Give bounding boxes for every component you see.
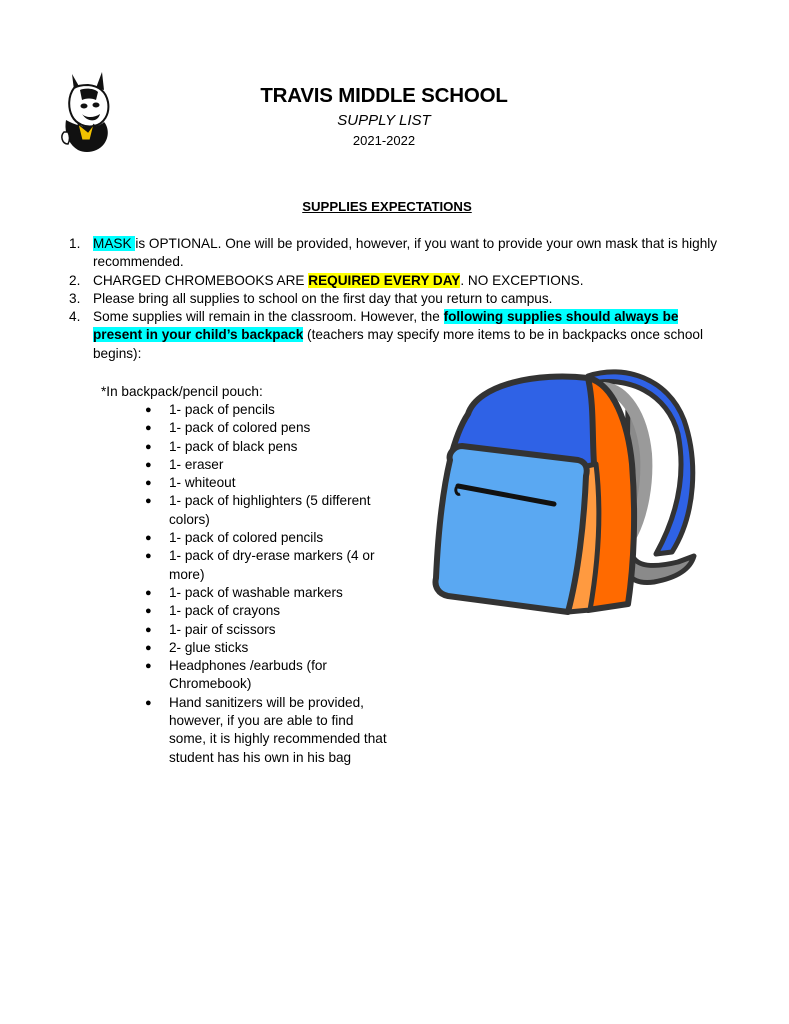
document-subtitle: SUPPLY LIST — [337, 112, 431, 129]
school-title: TRAVIS MIDDLE SCHOOL — [260, 84, 508, 107]
supplies-list — [169, 401, 391, 767]
document-header — [0, 84, 768, 149]
section-heading: SUPPLIES EXPECTATIONS — [302, 199, 472, 214]
supply-item: ● 1- pack of pencils — [169, 401, 391, 419]
supply-item: ● 1- pack of washable markers — [169, 584, 391, 602]
expectation-item-4 — [93, 308, 723, 363]
highlighted-text: following supplies should always be present in your child’s backpack — [93, 309, 679, 343]
school-year: 2021-2022 — [352, 133, 416, 148]
supply-item: ● 2- glue sticks — [169, 639, 391, 657]
supply-item: ● 1- pack of black pens — [169, 438, 391, 456]
expectation-text: is OPTIONAL. One will be provided, however, if you want to provide your own mask that is highly recommended. — [93, 236, 718, 270]
highlighted-text: REQUIRED EVERY DAY — [308, 272, 461, 288]
supply-item: ● 1- pack of crayons — [169, 602, 391, 620]
supply-item: ● Headphones /earbuds (for Chromebook) — [169, 657, 391, 694]
expectation-item-2 — [93, 272, 723, 290]
supply-item: ● 1- pack of colored pens — [169, 419, 391, 437]
supply-item: ● 1- whiteout — [169, 474, 391, 492]
backpack-icon — [428, 364, 700, 624]
highlighted-text: MASK — [93, 236, 136, 251]
supply-item: ● Hand sanitizers will be provided, however, if you are able to find some, it is highly recommended that student has his own in his bag — [169, 694, 391, 767]
supply-item: ● 1- pack of colored pencils — [169, 529, 391, 547]
expectation-text: (teachers may specify more items to be in backpacks once school begins): — [93, 327, 703, 361]
expectation-text: Some supplies will remain in the classroom. However, the — [93, 309, 444, 325]
pouch-heading: *In backpack/pencil pouch: — [101, 384, 263, 399]
expectation-text: CHARGED CHROMEBOOKS ARE — [93, 272, 309, 288]
expectations-list — [93, 235, 723, 363]
expectation-item-3: Please bring all supplies to school on the first day that you return to campus. — [93, 290, 553, 306]
supply-item: ● 1- eraser — [169, 456, 391, 474]
expectation-item-1 — [93, 235, 723, 272]
supply-item: ● 1- pack of dry-erase markers (4 or more) — [169, 547, 391, 584]
expectation-text: . NO EXCEPTIONS. — [460, 272, 584, 288]
supply-item: ● 1- pack of highlighters (5 different colors) — [169, 492, 391, 529]
supply-item: ● 1- pair of scissors — [169, 621, 391, 639]
